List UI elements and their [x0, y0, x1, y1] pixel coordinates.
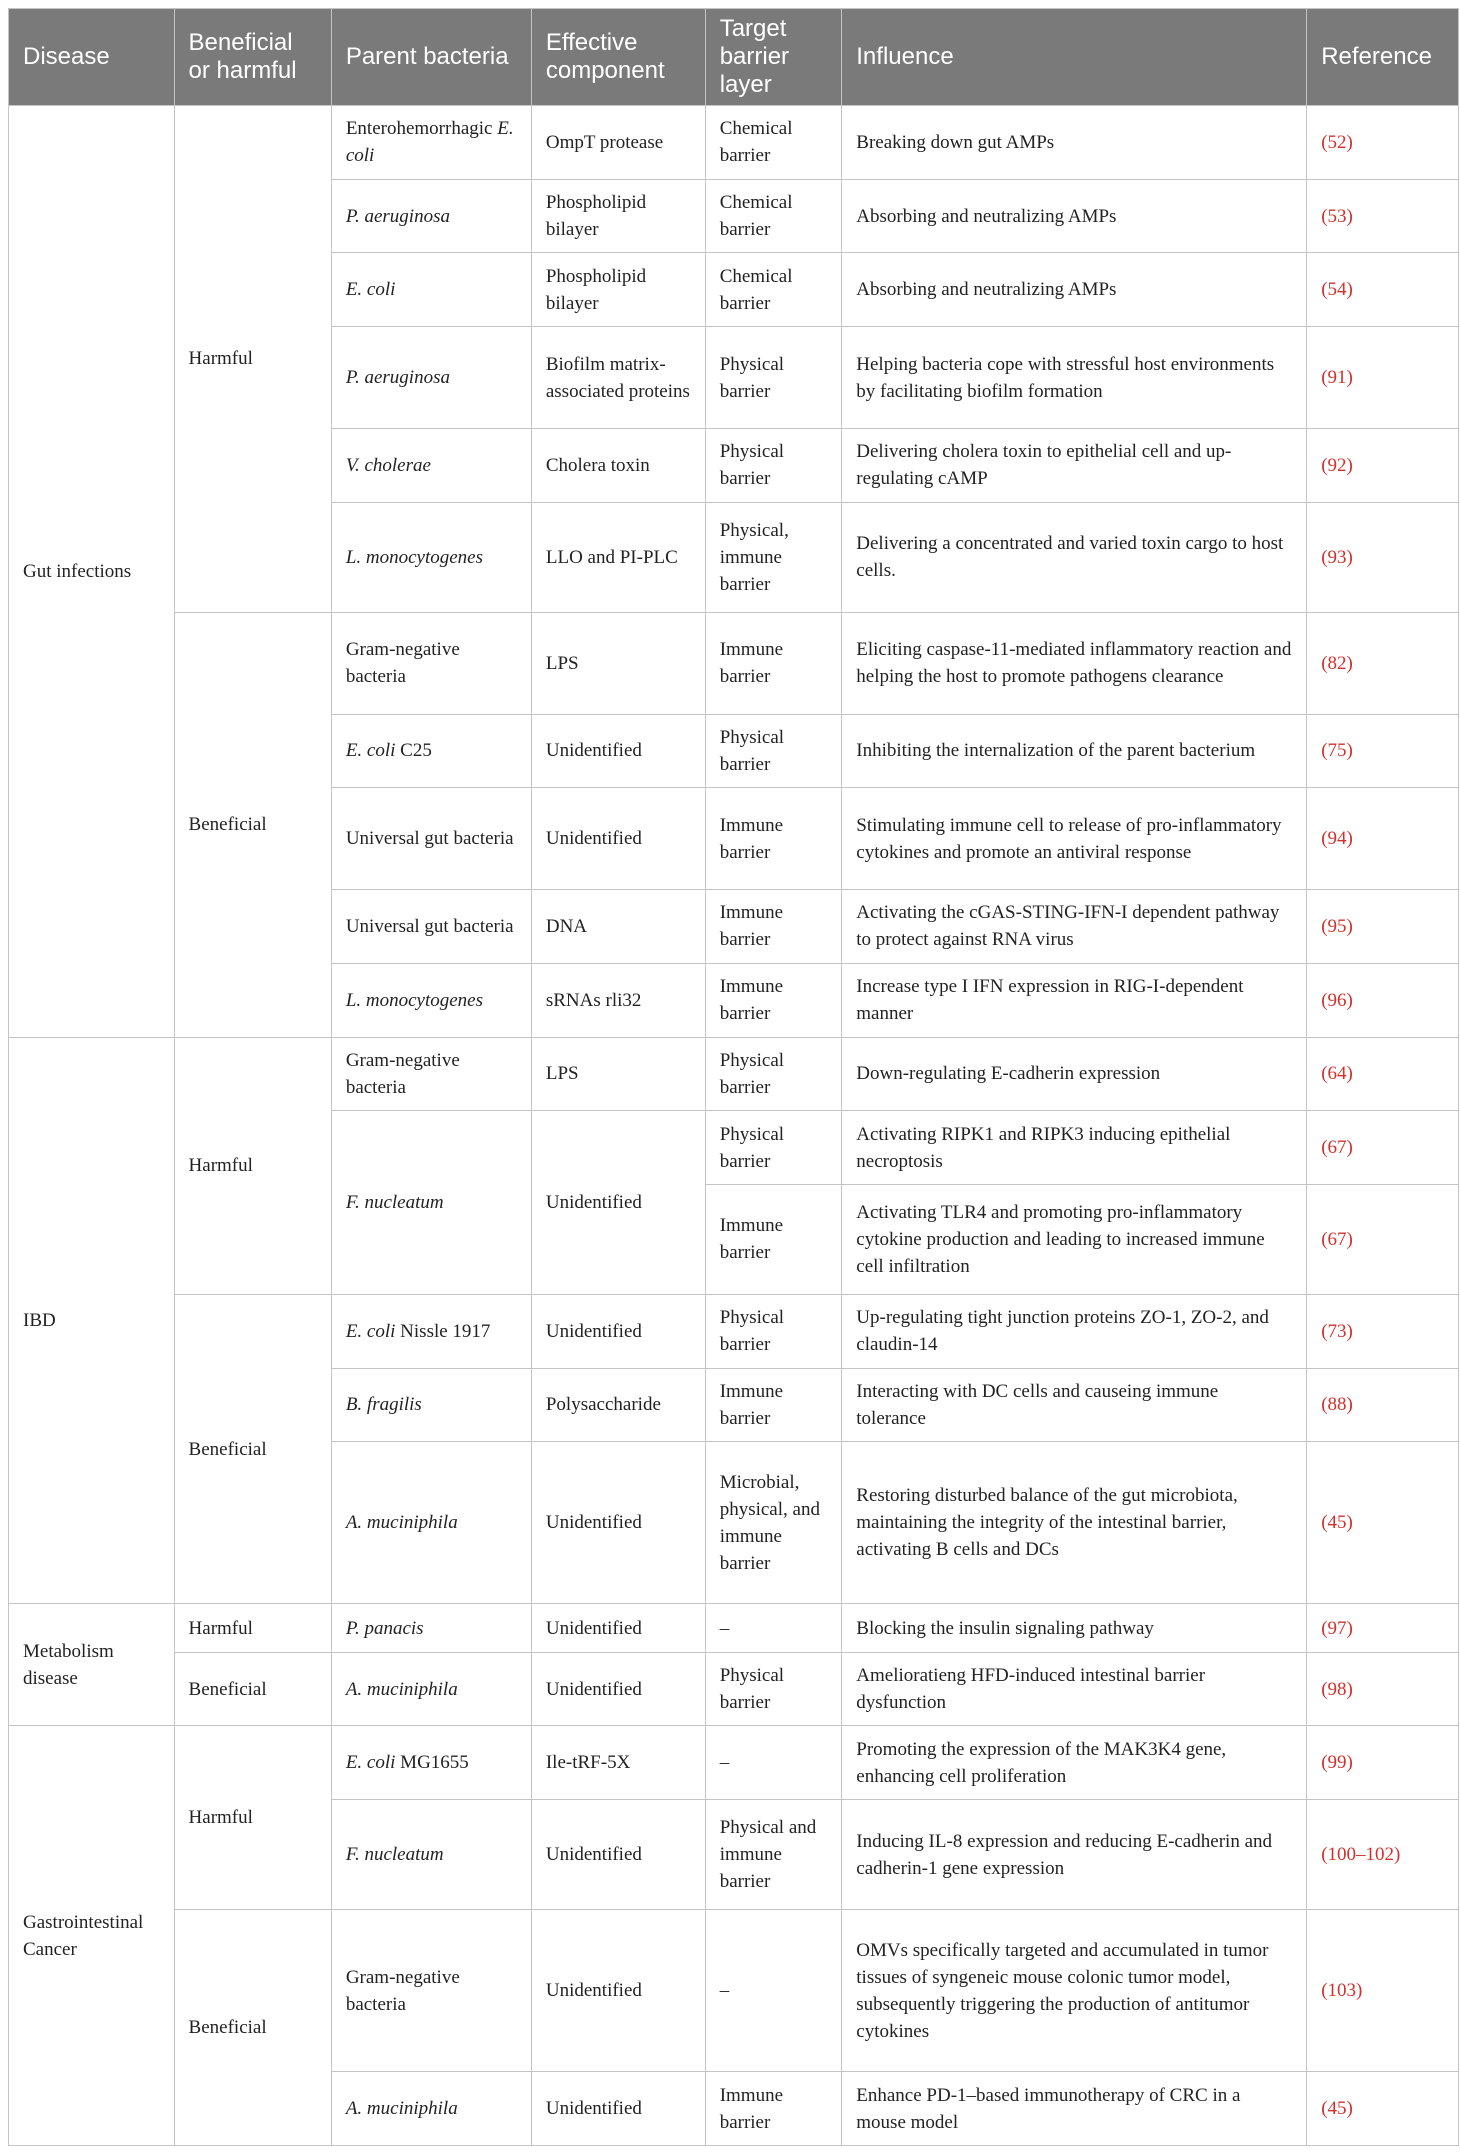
bacteria-cell: A. muciniphila [331, 1442, 531, 1604]
component-cell: Phospholipid bilayer [531, 179, 705, 253]
barrier-cell: Physical barrier [705, 327, 842, 429]
reference-link[interactable]: (94) [1307, 788, 1459, 890]
reference-link[interactable]: (95) [1307, 890, 1459, 964]
barrier-cell: – [705, 1604, 842, 1652]
reference-link[interactable]: (98) [1307, 1652, 1459, 1726]
reference-link[interactable]: (45) [1307, 1442, 1459, 1604]
bacteria-cell: L. monocytogenes [331, 963, 531, 1037]
component-cell: DNA [531, 890, 705, 964]
influence-cell: Increase type I IFN expression in RIG-I-dependent manner [842, 963, 1307, 1037]
component-cell: Phospholipid bilayer [531, 253, 705, 327]
influence-cell: Blocking the insulin signaling pathway [842, 1604, 1307, 1652]
reference-link[interactable]: (100–102) [1307, 1800, 1459, 1910]
bacteria-cell: E. coli MG1655 [331, 1726, 531, 1800]
header-effective-component: Effective component [531, 9, 705, 106]
component-cell: Unidentified [531, 1652, 705, 1726]
influence-cell: Stimulating immune cell to release of pro-inflammatory cytokines and promote an antiviral response [842, 788, 1307, 890]
effect-cell: Harmful [174, 1726, 331, 1910]
reference-link[interactable]: (96) [1307, 963, 1459, 1037]
barrier-cell: Physical and immune barrier [705, 1800, 842, 1910]
influence-cell: Absorbing and neutralizing AMPs [842, 253, 1307, 327]
influence-cell: Restoring disturbed balance of the gut microbiota, maintaining the integrity of the intestinal barrier, activating B cells and DCs [842, 1442, 1307, 1604]
bacteria-cell: E. coli [331, 253, 531, 327]
component-cell: Unidentified [531, 1442, 705, 1604]
effect-cell: Beneficial [174, 1294, 331, 1604]
header-target-barrier-layer: Target barrier layer [705, 9, 842, 106]
table-row [9, 106, 1459, 180]
bacteria-cell: Gram-negative bacteria [331, 1037, 531, 1111]
barrier-cell: Microbial, physical, and immune barrier [705, 1442, 842, 1604]
influence-cell: Interacting with DC cells and causeing immune tolerance [842, 1368, 1307, 1442]
component-cell: Biofilm matrix-associated proteins [531, 327, 705, 429]
table-row [9, 1604, 1459, 1652]
influence-cell: Down-regulating E-cadherin expression [842, 1037, 1307, 1111]
component-cell: Unidentified [531, 1800, 705, 1910]
influence-cell: Delivering cholera toxin to epithelial cell and up-regulating cAMP [842, 429, 1307, 503]
barrier-cell: Physical, immune barrier [705, 502, 842, 612]
bacteria-cell: Gram-negative bacteria [331, 612, 531, 714]
disease-cell: Gastrointestinal Cancer [9, 1726, 175, 2146]
barrier-cell: Physical barrier [705, 1294, 842, 1368]
disease-cell: Gut infections [9, 106, 175, 1038]
influence-cell: Enhance PD-1–based immunotherapy of CRC in a mouse model [842, 2072, 1307, 2146]
header-row [9, 9, 1459, 106]
barrier-cell: Immune barrier [705, 788, 842, 890]
influence-cell: Promoting the expression of the MAK3K4 gene, enhancing cell proliferation [842, 1726, 1307, 1800]
bacteria-cell: E. coli C25 [331, 714, 531, 788]
bacteria-cell: L. monocytogenes [331, 502, 531, 612]
disease-cell: IBD [9, 1037, 175, 1604]
header-beneficial-or-harmful: Beneficial or harmful [174, 9, 331, 106]
influence-cell: Activating TLR4 and promoting pro-inflammatory cytokine production and leading to increased immune cell infiltration [842, 1184, 1307, 1294]
reference-link[interactable]: (53) [1307, 179, 1459, 253]
barrier-cell: Immune barrier [705, 612, 842, 714]
component-cell: Ile-tRF-5X [531, 1726, 705, 1800]
influence-cell: Inhibiting the internalization of the parent bacterium [842, 714, 1307, 788]
barrier-cell: – [705, 1910, 842, 2072]
influence-cell: Absorbing and neutralizing AMPs [842, 179, 1307, 253]
reference-link[interactable]: (92) [1307, 429, 1459, 503]
barrier-cell: Physical barrier [705, 429, 842, 503]
component-cell: LLO and PI-PLC [531, 502, 705, 612]
bacteria-cell: P. panacis [331, 1604, 531, 1652]
bacteria-cell: F. nucleatum [331, 1111, 531, 1295]
disease-cell: Metabolism disease [9, 1604, 175, 1726]
effect-cell: Harmful [174, 1037, 331, 1294]
effect-cell: Beneficial [174, 612, 331, 1037]
barrier-cell: – [705, 1726, 842, 1800]
barrier-cell: Immune barrier [705, 1368, 842, 1442]
component-cell: Unidentified [531, 1294, 705, 1368]
effect-cell: Beneficial [174, 1910, 331, 2146]
reference-link[interactable]: (67) [1307, 1184, 1459, 1294]
barrier-cell: Chemical barrier [705, 179, 842, 253]
reference-link[interactable]: (73) [1307, 1294, 1459, 1368]
component-cell: Unidentified [531, 1604, 705, 1652]
influence-cell: OMVs specifically targeted and accumulated in tumor tissues of syngeneic mouse colonic tumor model, subsequently triggering the production of antitumor cytokines [842, 1910, 1307, 2072]
influence-cell: Amelioratieng HFD-induced intestinal barrier dysfunction [842, 1652, 1307, 1726]
barrier-cell: Immune barrier [705, 963, 842, 1037]
table-row [9, 612, 1459, 714]
bacteria-cell: Enterohemorrhagic E. coli [331, 106, 531, 180]
barrier-cell: Physical barrier [705, 714, 842, 788]
reference-link[interactable]: (103) [1307, 1910, 1459, 2072]
component-cell: Cholera toxin [531, 429, 705, 503]
table-row [9, 1652, 1459, 1726]
bacteria-cell: B. fragilis [331, 1368, 531, 1442]
reference-link[interactable]: (88) [1307, 1368, 1459, 1442]
barrier-cell: Chemical barrier [705, 253, 842, 327]
table-row [9, 1910, 1459, 2072]
barrier-cell: Chemical barrier [705, 106, 842, 180]
barrier-cell: Physical barrier [705, 1652, 842, 1726]
header-disease: Disease [9, 9, 175, 106]
influence-cell: Eliciting caspase-11-mediated inflammatory reaction and helping the host to promote pathogens clearance [842, 612, 1307, 714]
reference-link[interactable]: (93) [1307, 502, 1459, 612]
influence-cell: Up-regulating tight junction proteins ZO-1, ZO-2, and claudin-14 [842, 1294, 1307, 1368]
reference-link[interactable]: (54) [1307, 253, 1459, 327]
table-row [9, 1726, 1459, 1800]
bacteria-cell: Gram-negative bacteria [331, 1910, 531, 2072]
reference-link[interactable]: (97) [1307, 1604, 1459, 1652]
reference-link[interactable]: (67) [1307, 1111, 1459, 1185]
influence-cell: Delivering a concentrated and varied toxin cargo to host cells. [842, 502, 1307, 612]
bacteria-cell: P. aeruginosa [331, 327, 531, 429]
effect-cell: Harmful [174, 1604, 331, 1652]
bacteria-vesicle-table [8, 8, 1459, 2146]
barrier-cell: Immune barrier [705, 2072, 842, 2146]
bacteria-cell: Universal gut bacteria [331, 788, 531, 890]
component-cell: Unidentified [531, 788, 705, 890]
reference-link[interactable]: (45) [1307, 2072, 1459, 2146]
bacteria-cell: E. coli Nissle 1917 [331, 1294, 531, 1368]
component-cell: LPS [531, 1037, 705, 1111]
table-row [9, 1294, 1459, 1368]
effect-cell: Beneficial [174, 1652, 331, 1726]
reference-link[interactable]: (75) [1307, 714, 1459, 788]
influence-cell: Inducing IL-8 expression and reducing E-cadherin and cadherin-1 gene expression [842, 1800, 1307, 1910]
header-reference: Reference [1307, 9, 1459, 106]
component-cell: OmpT protease [531, 106, 705, 180]
barrier-cell: Physical barrier [705, 1111, 842, 1185]
bacteria-cell: Universal gut bacteria [331, 890, 531, 964]
barrier-cell: Immune barrier [705, 1184, 842, 1294]
reference-link[interactable]: (99) [1307, 1726, 1459, 1800]
component-cell: sRNAs rli32 [531, 963, 705, 1037]
component-cell: Polysaccharide [531, 1368, 705, 1442]
header-influence: Influence [842, 9, 1307, 106]
component-cell: LPS [531, 612, 705, 714]
barrier-cell: Immune barrier [705, 890, 842, 964]
influence-cell: Activating the cGAS-STING-IFN-I dependent pathway to protect against RNA virus [842, 890, 1307, 964]
bacteria-cell: V. cholerae [331, 429, 531, 503]
influence-cell: Helping bacteria cope with stressful host environments by facilitating biofilm formation [842, 327, 1307, 429]
bacteria-cell: A. muciniphila [331, 2072, 531, 2146]
component-cell: Unidentified [531, 2072, 705, 2146]
reference-link[interactable]: (91) [1307, 327, 1459, 429]
reference-link[interactable]: (82) [1307, 612, 1459, 714]
bacteria-cell: F. nucleatum [331, 1800, 531, 1910]
bacteria-cell: P. aeruginosa [331, 179, 531, 253]
influence-cell: Activating RIPK1 and RIPK3 inducing epithelial necroptosis [842, 1111, 1307, 1185]
header-parent-bacteria: Parent bacteria [331, 9, 531, 106]
component-cell: Unidentified [531, 714, 705, 788]
bacteria-cell: A. muciniphila [331, 1652, 531, 1726]
reference-link[interactable]: (52) [1307, 106, 1459, 180]
effect-cell: Harmful [174, 106, 331, 613]
barrier-cell: Physical barrier [705, 1037, 842, 1111]
influence-cell: Breaking down gut AMPs [842, 106, 1307, 180]
component-cell: Unidentified [531, 1111, 705, 1295]
table-row [9, 1037, 1459, 1111]
component-cell: Unidentified [531, 1910, 705, 2072]
reference-link[interactable]: (64) [1307, 1037, 1459, 1111]
